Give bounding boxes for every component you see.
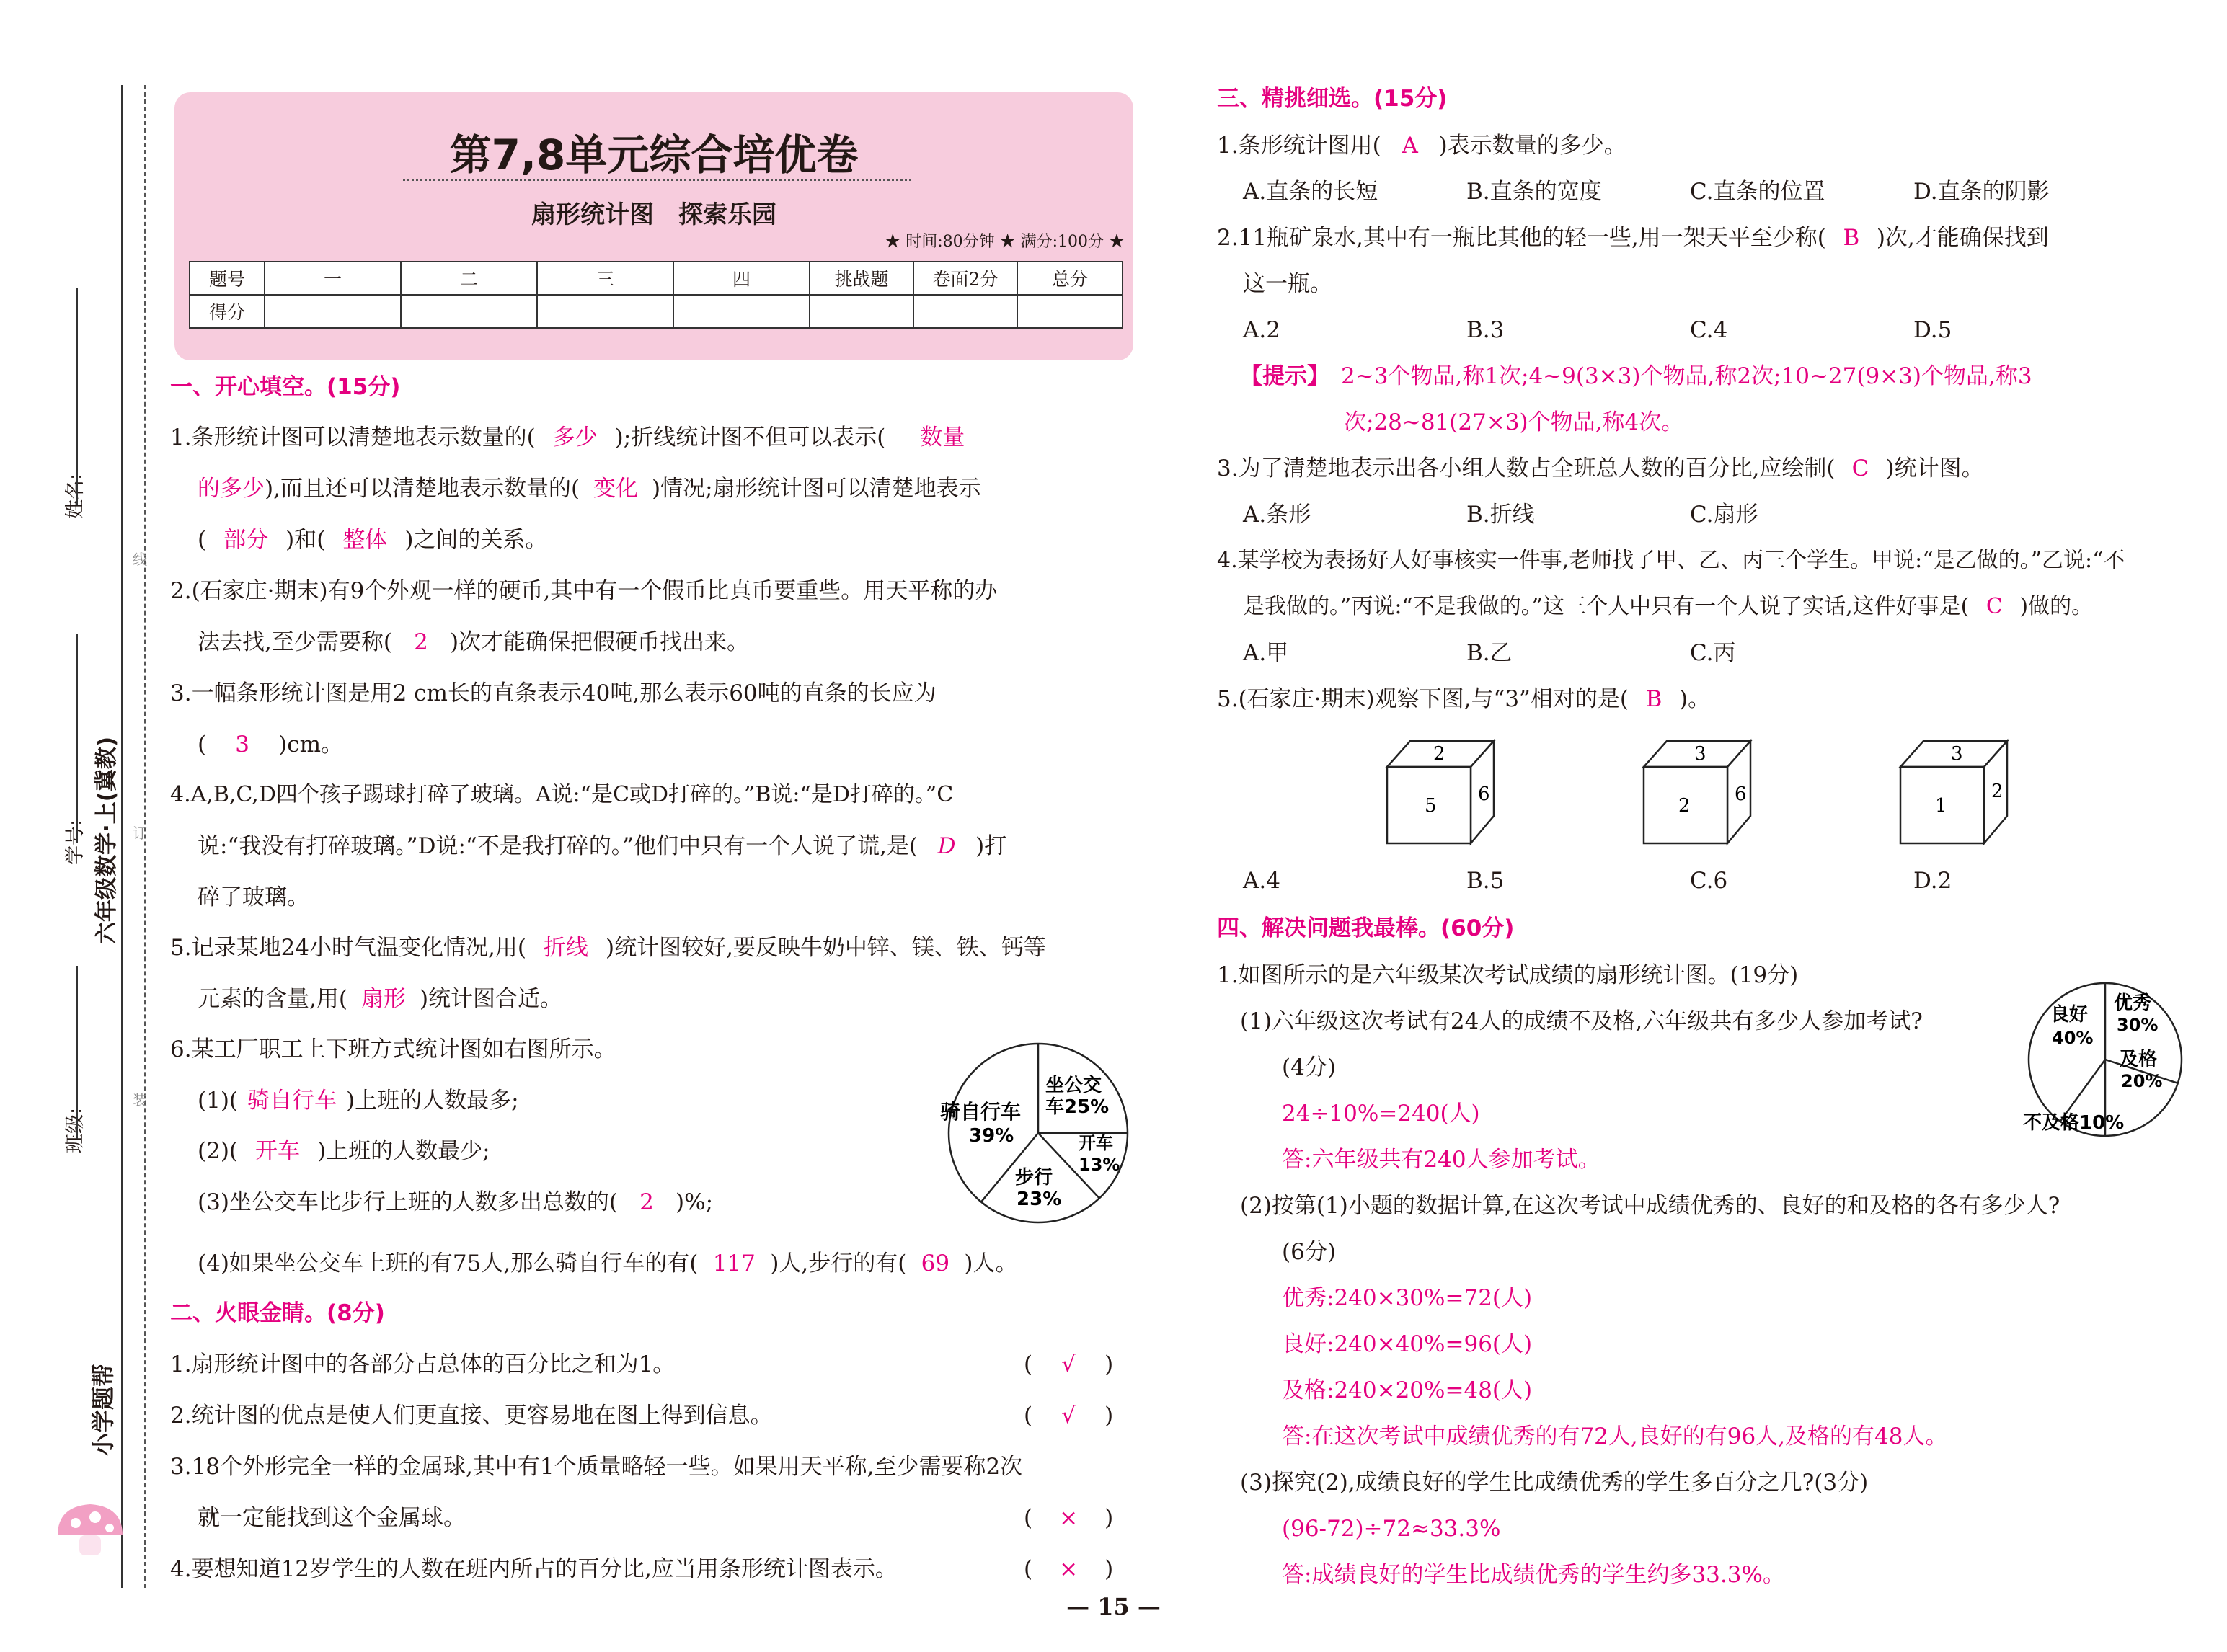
s1-q6-p1 [198,1086,519,1115]
s3-q2-line1 [1217,223,2049,252]
s1-q1-line3 [198,525,547,554]
s3-q2-opt-c[interactable]: C.4 [1690,317,1728,343]
answer: 多少 [552,425,598,450]
pie-label: 坐公交 [1045,1075,1102,1096]
pie-label: 步行 [1015,1167,1053,1189]
cube-side-face: 6 [1735,783,1747,805]
pie-label: 骑自行车 [940,1100,1022,1124]
s3-q5-opt-c[interactable]: C.6 [1690,868,1728,894]
judge-answer: √ [1061,1351,1076,1377]
answer: 整体 [342,527,388,553]
text: )人,步行的有( [770,1251,907,1276]
exam-title: 第7,8单元综合培优卷 [449,130,859,179]
s4-q1-p2: (2)按第(1)小题的数据计算,在这次考试中成绩优秀的、良好的和及格的各有多少人? [1240,1193,2060,1219]
s3-q1-opt-a[interactable]: A.直条的长短 [1243,179,1378,205]
s1-q3-line1: 3.一幅条形统计图是用2 cm长的直条表示40吨,那么表示60吨的直条的长应为 [170,680,937,706]
text: ),而且还可以清楚地表示数量的( [265,476,580,502]
grades-pie-chart [2019,973,2192,1146]
pie-label: 优秀 [2114,992,2152,1014]
cube-3 [1178,735,1293,851]
answer: 2 [414,629,428,655]
pie-label: 不及格10% [2023,1112,2125,1134]
text: )统计图较好,要反映牛奶中锌、镁、铁、钙等 [605,935,1046,961]
mushroom-icon [50,1496,130,1560]
s4-q1-p3: (3)探究(2),成绩良好的学生比成绩优秀的学生多百分之几?(3分) [1240,1470,1869,1496]
text: 3.为了清楚地表示出各小组人数占全班总人数的百分比,应绘制( [1217,456,1836,481]
cube-3 [1898,735,2013,851]
text: 1.条形统计图用( [1217,133,1381,159]
s1-q6-p3 [198,1188,713,1217]
s3-q2-opt-a[interactable]: A.2 [1243,317,1280,343]
score-table-cell: 挑战题 [810,262,913,295]
s4-q1-p1: (1)六年级这次考试有24人的成绩不及格,六年级共有多少人参加考试? [1240,1008,1923,1034]
score-table-cell: 得分 [190,295,265,328]
text: )。 [1679,686,1711,712]
text: )统计图。 [1885,456,1984,481]
answer: 骑自行车 [247,1088,337,1114]
grade-label: 六年级数学·上(冀教) [94,736,120,944]
id-label: 学号: [64,819,87,865]
section1-heading: 一、开心填空。(15分) [170,374,401,400]
class-blank [76,966,78,1139]
cube-side-face: 6 [1478,783,1490,805]
time-info: ★ 时间:80分钟 ★ 满分:100分 ★ [885,233,1125,251]
cube-side-face: 2 [1991,781,2004,802]
s1-q5-line1 [170,933,1046,962]
s1-q1-line2 [198,474,981,503]
pie-label: 20% [2121,1071,2163,1091]
text: )之间的关系。 [404,527,548,553]
cube-top-face: 3 [1951,743,1963,765]
text: (4)如果坐公交车上班的有75人,那么骑自行车的有( [198,1251,699,1276]
s1-q3-line2 [198,730,343,759]
cube-front-face: 2 [1678,795,1691,817]
s4-q1-p2-calc2: 良好:240×40%=96(人) [1282,1331,1533,1357]
s3-q1 [1217,131,1626,160]
s1-q4-line1: 4.A,B,C,D四个孩子踢球打碎了玻璃。A说:“是C或D打碎的。”B说:“是D打碎的。”C [170,782,954,807]
score-table-header-row [190,262,1123,295]
s1-q5-line2 [198,985,562,1013]
pie-label: 23% [1017,1189,1062,1210]
s2-item-3-cont: 就一定能找到这个金属球。 [198,1505,466,1531]
text: 5.(石家庄·期末)观察下图,与“3”相对的是( [1217,686,1629,712]
answer: D [937,833,956,859]
pie-label: 30% [2117,1015,2159,1035]
text: )上班的人数最多; [346,1088,519,1114]
answer: C [1985,594,2003,619]
text: )cm。 [278,732,343,758]
score-input-cell[interactable] [537,295,673,328]
text: 2.11瓶矿泉水,其中有一瓶比其他的轻一些,用一架天平至少称( [1217,225,1826,251]
s1-q6-p4 [198,1249,1017,1278]
pie-label: 及格 [2120,1049,2158,1070]
s4-q1-p2-calc3: 及格:240×20%=48(人) [1282,1377,1533,1403]
name-blank [76,288,78,505]
text: 说:“我没有打碎玻璃。”D说:“不是我打碎的。”他们中只有一个人说了谎,是( [198,833,918,859]
section2-heading: 二、火眼金睛。(8分) [170,1300,385,1326]
score-table-cell: 题号 [190,262,265,295]
s3-q3-opt-b[interactable]: B.折线 [1466,502,1535,528]
title-divider [403,179,911,181]
s3-q2-opt-d[interactable]: D.5 [1913,317,1952,343]
s3-q5-opt-b[interactable]: B.5 [1466,868,1505,894]
score-input-cell[interactable] [810,295,913,328]
s3-q4-line2 [1243,592,2093,621]
score-table-cell: 卷面2分 [913,262,1017,295]
answer: 折线 [543,935,588,961]
text: (1)( [198,1088,239,1114]
margin-line-outer [121,85,123,1588]
answer: 变化 [593,476,639,502]
text: )做的。 [2019,594,2094,619]
s3-q1-opt-b[interactable]: B.直条的宽度 [1466,179,1602,205]
s4-q1-p3-calc: (96-72)÷72≈33.3% [1282,1516,1501,1542]
answer: B [1645,686,1662,712]
answer: C [1851,456,1869,481]
class-label: 班级: [64,1107,87,1153]
answer: B [1843,225,1860,251]
score-table-cell: 四 [673,262,810,295]
s3-q4-line1: 4.某学校为表扬好人好事核实一件事,老师找了甲、乙、丙三个学生。甲说:“是乙做的。”乙说:“不 [1217,548,2125,573]
s4-q1-p3-answer: 答:成绩良好的学生比成绩优秀的学生约多33.3%。 [1282,1562,1785,1588]
s1-q6-p2 [198,1137,490,1165]
s3-q3 [1217,454,1984,483]
text: )人。 [964,1251,1018,1276]
text: )次才能确保把假硬币找出来。 [449,629,750,655]
s4-q1-p2-points: (6分) [1282,1239,1336,1265]
answer: 的多少 [198,476,265,502]
s3-q3-opt-a[interactable]: A.条形 [1243,502,1311,528]
answer: 117 [712,1251,756,1276]
s2-item-1-answer[interactable]: ( √ ) [1024,1351,1114,1377]
judge-answer: × [1059,1505,1079,1531]
judge-answer: × [1059,1556,1079,1582]
s3-q5-opt-a[interactable]: A.4 [1243,868,1280,894]
pie-label: 车25% [1045,1096,1110,1118]
answer: 扇形 [360,986,406,1012]
s1-q2-line1: 2.(石家庄·期末)有9个外观一样的硬币,其中有一个假币比真币要重些。用天平称的办 [170,578,998,604]
s4-q1-p1-answer: 答:六年级共有240人参加考试。 [1282,1147,1600,1173]
name-label: 姓名: [64,473,87,519]
text: 1.条形统计图可以清楚地表示数量的( [170,425,536,450]
s2-item-2-answer[interactable]: ( √ ) [1024,1403,1114,1429]
s4-q1-p2-answer: 答:在这次考试中成绩优秀的有72人,良好的有96人,及格的有48人。 [1282,1424,1948,1449]
cube-front-face: 1 [1935,795,1947,817]
s3-q5 [1217,685,1710,714]
text: ( [198,527,207,553]
section3-heading: 三、精挑细选。(15分) [1217,86,1448,112]
text: (2)( [198,1138,239,1164]
answer: 2 [639,1189,654,1215]
answer: 数量 [920,425,965,450]
exam-subtitle: 扇形统计图 探索乐园 [531,200,776,229]
text: 是我做的。”丙说:“不是我做的。”这三个人中只有一个人说了实话,这件好事是( [1243,594,1970,619]
score-table-cell: 总分 [1017,262,1123,295]
score-table-cell: 二 [401,262,537,295]
text: )打 [975,833,1007,859]
text: ( [198,732,207,758]
id-blank [76,634,78,843]
s3-q1-opt-d[interactable]: D.直条的阴影 [1913,179,2050,205]
score-input-cell[interactable] [913,295,1017,328]
s2-item-2: 2.统计图的优点是使人们更直接、更容易地在图上得到信息。 [170,1403,773,1429]
text: )%; [676,1189,714,1215]
score-table [189,261,1123,329]
s3-q4-opt-a[interactable]: A.甲 [1243,640,1289,666]
pie-label: 13% [1079,1155,1120,1175]
s3-q5-opt-d[interactable]: D.2 [1913,868,1952,894]
pie-label: 良好 [2050,1004,2089,1026]
zhuang-mark: 装 [133,1091,147,1109]
section4-heading: 四、解决问题我最棒。(60分) [1217,915,1515,941]
judge-answer: √ [1061,1403,1076,1429]
commute-pie-chart [937,1032,1139,1234]
score-input-cell[interactable] [401,295,537,328]
text: 元素的含量,用( [198,986,347,1012]
s3-q4-opt-c[interactable]: C.丙 [1690,640,1736,666]
hint-label: 【提示】 [1240,363,1329,389]
s4-q1-p1-calc: 24÷10%=240(人) [1282,1101,1480,1127]
ding-mark: 订 [133,825,147,842]
s2-item-3-answer[interactable]: ( × ) [1024,1505,1114,1531]
text: )和( [285,527,326,553]
text: )次,才能确保找到 [1876,225,2049,251]
answer: 部分 [223,527,269,553]
s1-q6-stem: 6.某工厂职工上下班方式统计图如右图所示。 [170,1036,616,1062]
s3-q4-opt-b[interactable]: B.乙 [1466,640,1513,666]
s3-q2-hint [1240,362,2032,391]
cube-1 [1384,735,1500,851]
page-number: — 15 — [1066,1593,1161,1620]
cube-2 [1641,735,1756,851]
xian-mark: 线 [133,551,147,568]
s3-q2-line2: 这一瓶。 [1243,271,1332,297]
text: );折线统计图不但可以表示( [614,425,886,450]
s2-item-3: 3.18个外形完全一样的金属球,其中有1个质量略轻一些。如果用天平称,至少需要称2次 [170,1454,1023,1480]
cube-top-face: 2 [1433,743,1445,765]
pie-label: 开车 [1079,1133,1113,1153]
score-table-score-row [190,295,1123,328]
s4-q1-stem: 1.如图所示的是六年级某次考试成绩的扇形统计图。(19分) [1217,962,1799,988]
answer: 69 [921,1251,950,1276]
s1-q4-line2 [198,832,1006,861]
score-input-cell[interactable] [1017,295,1123,328]
s1-q4-line3: 碎了玻璃。 [198,884,309,910]
text: )统计图合适。 [419,986,563,1012]
s4-q1-p2-calc1: 优秀:240×30%=72(人) [1282,1285,1533,1311]
s2-item-1: 1.扇形统计图中的各部分占总体的百分比之和为1。 [170,1351,676,1377]
cube-top-face: 3 [1694,743,1706,765]
text: )情况;扇形统计图可以清楚地表示 [652,476,981,502]
s1-q1-line1 [170,423,965,452]
s2-item-4: 4.要想知道12岁学生的人数在班内所占的百分比,应当用条形统计图表示。 [170,1556,898,1582]
pie-label: 39% [969,1125,1014,1147]
text: )表示数量的多少。 [1438,133,1626,159]
score-input-cell[interactable] [265,295,401,328]
s3-q2-opt-b[interactable]: B.3 [1466,317,1505,343]
brand-label: 小学题帮 [89,1363,117,1456]
s1-q2-line2 [198,628,749,657]
score-table-cell: 一 [265,262,401,295]
s3-q3-opt-c[interactable]: C.扇形 [1690,502,1758,528]
hint-text: 2~3个物品,称1次;4~9(3×3)个物品,称2次;10~27(9×3)个物品,称3 [1341,363,2032,389]
exam-header [174,92,1133,360]
text: 法去找,至少需要称( [198,629,392,655]
answer: A [1402,133,1418,159]
text: (3)坐公交车比步行上班的人数多出总数的( [198,1189,619,1215]
s4-q1-p1-points: (4分) [1282,1054,1336,1080]
pie-label: 40% [2052,1028,2094,1048]
text: )上班的人数最少; [317,1138,490,1164]
score-input-cell[interactable] [673,295,810,328]
s3-q1-opt-c[interactable]: C.直条的位置 [1690,179,1825,205]
answer: 开车 [255,1138,301,1164]
score-table-cell: 三 [537,262,673,295]
cube-front-face: 5 [1425,795,1437,817]
answer: 3 [235,732,249,758]
text: 5.记录某地24小时气温变化情况,用( [170,935,526,961]
s2-item-4-answer[interactable]: ( × ) [1024,1556,1114,1582]
s3-q2-hint-cont: 次;28~81(27×3)个物品,称4次。 [1344,409,1684,435]
